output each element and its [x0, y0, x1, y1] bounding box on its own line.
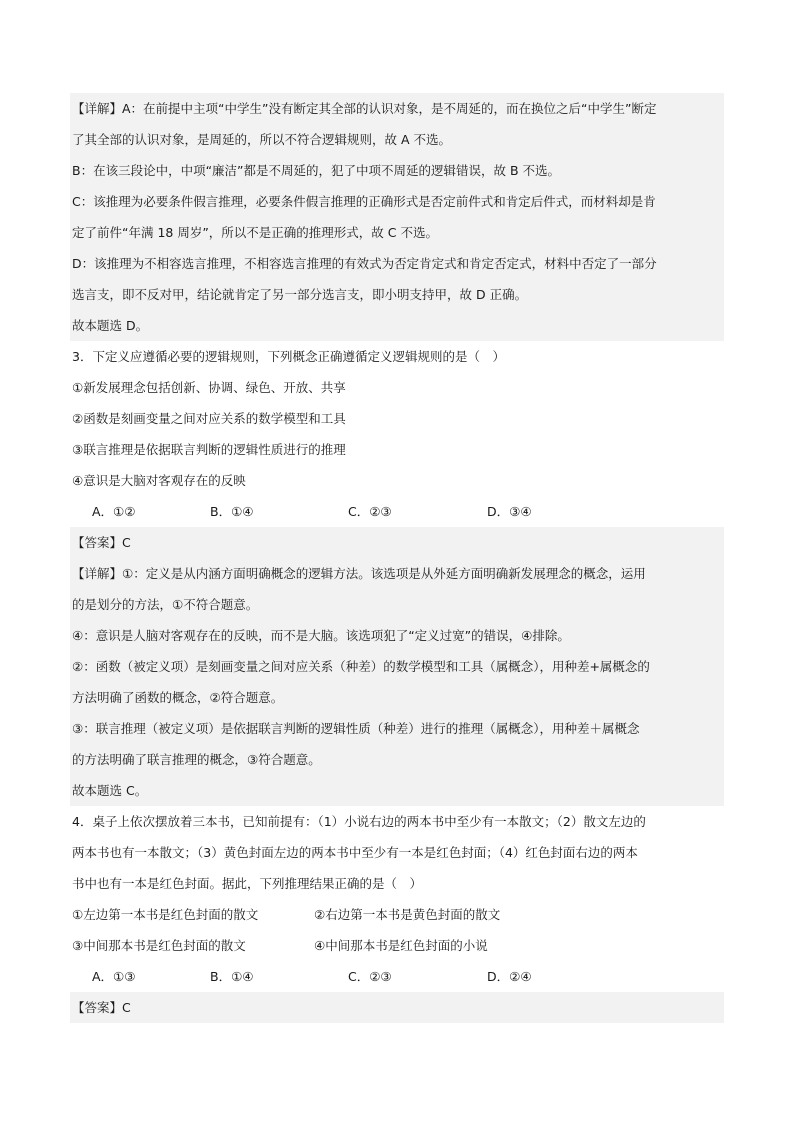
- explanation-line: 选言支，即不反对甲，结论就肯定了另一部分选言支，即小明支持甲，故 D 正确。: [70, 279, 724, 310]
- question-item: ④意识是大脑对客观存在的反映: [72, 473, 246, 488]
- question-stem: 两本书也有一本散文；（3）黄色封面左边的两本书中至少有一本是红色封面；（4）红色封面右边的两本: [72, 845, 638, 860]
- question-item: ①新发展理念包括创新、协调、绿色、开放、共享: [72, 380, 346, 395]
- explanation-line: 的是划分的方法，①不符合题意。: [70, 589, 724, 620]
- explanation-line: ④：意识是人脑对客观存在的反映，而不是大脑。该选项犯了“定义过宽”的错误，④排除。: [70, 620, 724, 651]
- explanation-line: C：该推理为必要条件假言推理，必要条件假言推理的正确形式是否定前件式和肯定后件式，而材料却是肯: [70, 186, 724, 217]
- answer-options: [70, 496, 724, 527]
- answer-line: 【答案】C: [70, 527, 724, 558]
- question-item: ②右边第一本书是黄色封面的散文: [314, 907, 501, 922]
- explanation-line: 故本题选 D。: [70, 310, 724, 341]
- explanation-block-q2: [70, 93, 724, 341]
- answer-line: 【答案】C: [70, 992, 724, 1023]
- question-item: ②函数是刻画变量之间对应关系的数学模型和工具: [72, 411, 346, 426]
- explanation-line: ③：联言推理（被定义项）是依据联言判断的逻辑性质（种差）进行的推理（属概念），用种差＋属概念: [70, 713, 724, 744]
- option-d: D．②④: [487, 969, 532, 984]
- answer-options: [70, 961, 724, 992]
- question-3: [70, 341, 724, 806]
- explanation-line: D：该推理为不相容选言推理，不相容选言推理的有效式为否定肯定式和肯定否定式，材料中否定了一部分: [70, 248, 724, 279]
- explanation-line: 故本题选 C。: [70, 775, 724, 806]
- question-item: ④中间那本书是红色封面的小说: [314, 938, 488, 953]
- option-a: A．①②: [92, 504, 136, 519]
- explanation-line: 【详解】A：在前提中主项“中学生”没有断定其全部的认识对象，是不周延的，而在换位之后“中学生”断定: [70, 93, 724, 124]
- question-item: ③联言推理是依据联言判断的逻辑性质进行的推理: [72, 442, 346, 457]
- option-c: C．②③: [348, 969, 392, 984]
- option-d: D．③④: [487, 504, 532, 519]
- option-a: A．①③: [92, 969, 136, 984]
- explanation-line: 方法明确了函数的概念，②符合题意。: [70, 682, 724, 713]
- question-4: [70, 806, 724, 1023]
- option-c: C．②③: [348, 504, 392, 519]
- question-item: ③中间那本书是红色封面的散文: [72, 938, 246, 953]
- explanation-line: ②：函数（被定义项）是刻画变量之间对应关系（种差）的数学模型和工具（属概念），用种差+属概念的: [70, 651, 724, 682]
- question-item: ①左边第一本书是红色封面的散文: [72, 907, 259, 922]
- question-stem: 3．下定义应遵循必要的逻辑规则，下列概念正确遵循定义逻辑规则的是（ ）: [72, 349, 505, 364]
- option-b: B．①④: [210, 504, 254, 519]
- explanation-line: 【详解】①：定义是从内涵方面明确概念的逻辑方法。该选项是从外延方面明确新发展理念的概念，运用: [70, 558, 724, 589]
- document-content: [70, 93, 724, 1023]
- explanation-line: 的方法明确了联言推理的概念，③符合题意。: [70, 744, 724, 775]
- question-items-row: [70, 930, 724, 961]
- question-stem: 书中也有一本是红色封面。据此，下列推理结果正确的是（ ）: [72, 876, 423, 891]
- explanation-line: 定了前件“年满 18 周岁”，所以不是正确的推理形式，故 C 不选。: [70, 217, 724, 248]
- question-stem: 4．桌子上依次摆放着三本书，已知前提有：（1）小说右边的两本书中至少有一本散文；（2）散文左边的: [72, 814, 646, 829]
- option-b: B．①④: [210, 969, 254, 984]
- question-items-row: [70, 899, 724, 930]
- explanation-line: B：在该三段论中，中项“廉洁”都是不周延的，犯了中项不周延的逻辑错误，故 B 不选。: [70, 155, 724, 186]
- explanation-line: 了其全部的认识对象，是周延的，所以不符合逻辑规则，故 A 不选。: [70, 124, 724, 155]
